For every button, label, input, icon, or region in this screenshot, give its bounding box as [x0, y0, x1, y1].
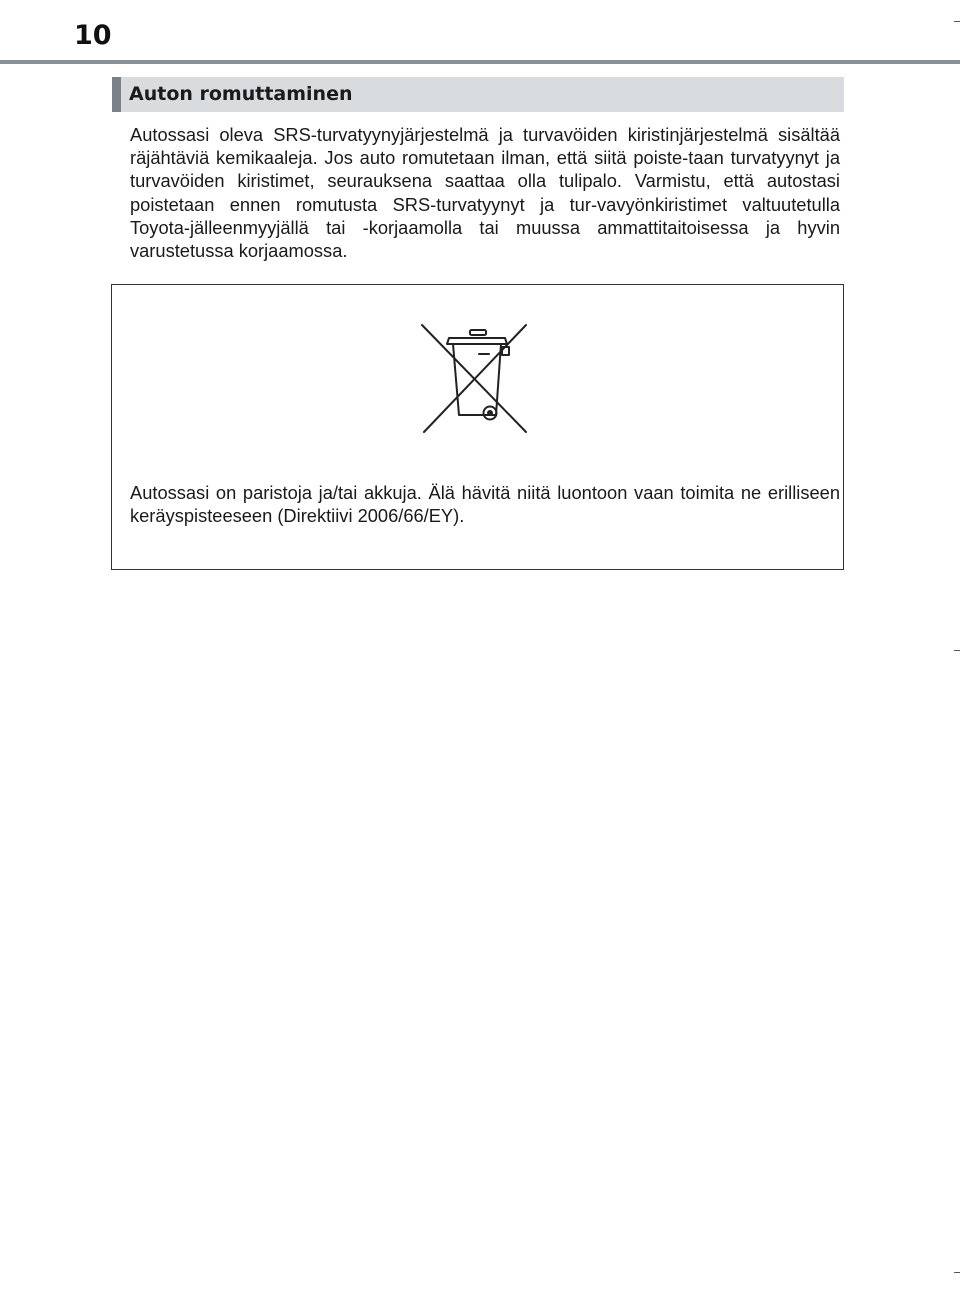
header-rule — [0, 60, 960, 64]
crop-mark-top — [954, 21, 960, 22]
section-paragraph: Autossasi oleva SRS-turvatyynyjärjestelmä ja turvavöiden kiristinjärjestelmä sisältää räjähtäviä kemikaaleja. Jos auto romutetaan ilman, että siitä poiste-taan turvatyynyt ja turvavöiden kiristimet, seurauksena saattaa olla tulipalo. Varmistu, että autostasi poistetaan ennen romutusta SRS-turvatyynyt ja tur-vavyönkiristimet valtuutetulla Toyota-jälleenmyyjällä tai -korjaamolla tai muussa ammattitaitoisessa ja hyvin varustetussa korjaamossa. — [130, 124, 840, 262]
notice-text: Autossasi on paristoja ja/tai akkuja. Älä hävitä niitä luontoon vaan toimita ne erilliseen keräyspisteeseen (Direktiivi 2006/66/EY). — [130, 482, 840, 527]
battery-disposal-notice — [111, 284, 844, 570]
crop-mark-bottom — [954, 1272, 960, 1273]
page-number: 10 — [74, 20, 112, 51]
section-title: Auton romuttaminen — [129, 83, 353, 105]
crossed-out-wheelie-bin-icon — [419, 322, 535, 436]
section-heading — [112, 77, 844, 112]
crop-mark-middle — [954, 650, 960, 651]
